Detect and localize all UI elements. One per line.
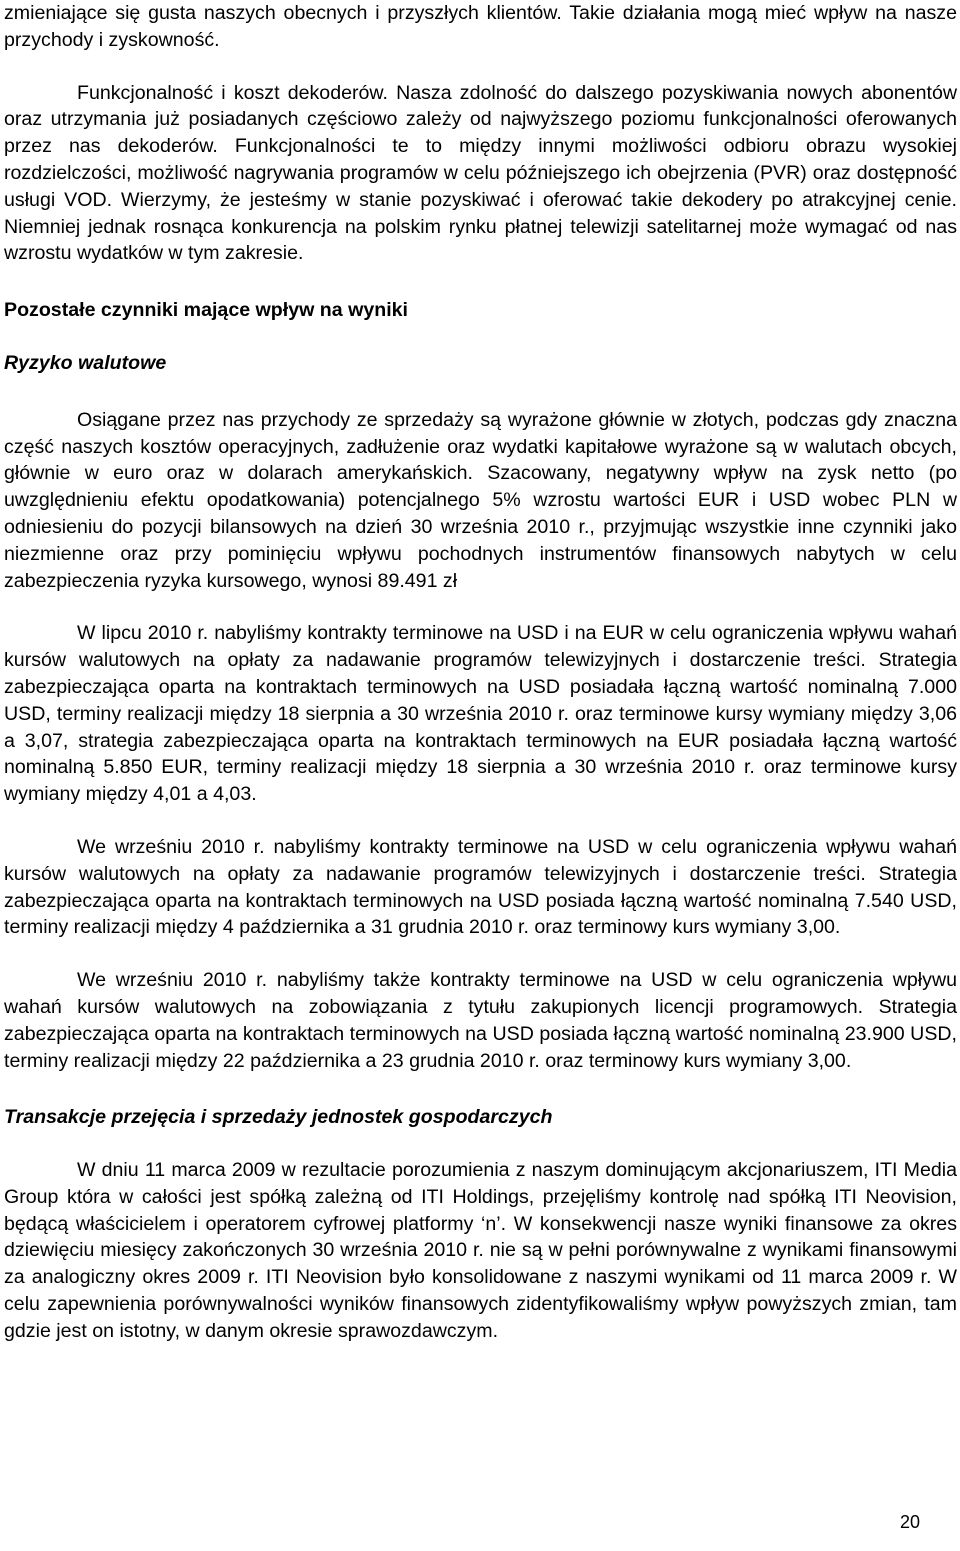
paragraph-fx-4: We wrześniu 2010 r. nabyliśmy także kontrakty terminowe na USD w celu ograniczenia wpływu wahań kursów walutowych na zobowiązania z tytułu zakupionych licencji programowych. Strategia zabezpieczająca oparta na kontraktach terminowych na USD posiada łączną wartość nominalną 23.900 USD, terminy realizacji między 22 października a 23 grudnia 2010 r. oraz terminowy kurs wymiany 3,00. — [4, 969, 957, 1072]
paragraph-fx-2: W lipcu 2010 r. nabyliśmy kontrakty terminowe na USD i na EUR w celu ograniczenia wpływu wahań kursów walutowych na opłaty za nadawanie programów telewizyjnych i dostarczenie treści. Strategia zabezpieczająca oparta na kontraktach terminowych na USD posiadała łączną wartość nominalną 7.000 USD, terminy realizacji między 18 sierpnia a 30 września 2010 r. oraz terminowe kursy wymiany między 3,06 a 3,07, strategia zabezpieczająca oparta na kontraktach terminowych na EUR posiadała łączną wartość nominalną 5.850 EUR, terminy realizacji między 18 sierpnia a 30 września 2010 r. oraz terminowe kursy wymiany między 4,01 a 4,03. — [4, 622, 957, 806]
paragraph-intro-tail: zmieniające się gusta naszych obecnych i przyszłych klientów. Takie działania mogą mieć wpływ na nasze przychody i zyskowność. — [4, 2, 957, 51]
paragraph-decoders: Funkcjonalność i koszt dekoderów. Nasza zdolność do dalszego pozyskiwania nowych abonentów oraz utrzymania już posiadanych częściowo zależy od najwyższego poziomu funkcjonalności oferowanych przez nas dekoderów. Funkcjonalności te to między innymi możliwości odbioru obrazu wysokiej rozdzielczości, możliwość nagrywania programów w celu późniejszego ich obejrzenia (PVR) oraz dostępność usługi VOD. Wierzymy, że jesteśmy w stanie pozyskiwać i oferować takie dekodery po atrakcyjnej cenie. Niemniej jednak rosnąca konkurencja na polskim rynku płatnej telewizji satelitarnej może wymagać od nas wzrostu wydatków w tym zakresie. — [4, 81, 957, 265]
page-number: 20 — [899, 1512, 920, 1532]
document-page — [4, 0, 957, 1345]
paragraph-fx-3: We wrześniu 2010 r. nabyliśmy kontrakty terminowe na USD w celu ograniczenia wpływu wahań kursów walutowych na opłaty za nadawanie programów telewizyjnych i dostarczenie treści. Strategia zabezpieczająca oparta na kontraktach terminowych na USD posiada łączną wartość nominalną 7.540 USD, terminy realizacji między 4 października a 31 grudnia 2010 r. oraz terminowy kurs wymiany 3,00. — [4, 835, 957, 939]
paragraph-fx-1: Osiągane przez nas przychody ze sprzedaży są wyrażone głównie w złotych, podczas gdy znaczna część naszych kosztów operacyjnych, zadłużenie oraz wydatki kapitałowe wyrażone są w walutach obcych, głównie w euro oraz w dolarach amerykańskich. Szacowany, negatywny wpływ na zysk netto (po uwzględnieniu efektu opodatkowania) potencjalnego 5% wzrostu wartości EUR i USD wobec PLN w odniesieniu do pozycji bilansowych na dzień 30 września 2010 r., przyjmując wszystkie inne czynniki jako niezmienne oraz przy pominięciu wpływu pochodnych instrumentów finansowych nabytych w celu zabezpieczenia ryzyka kursowego, wynosi 89.491 zł — [4, 408, 957, 592]
heading-other-factors: Pozostałe czynniki mające wpływ na wyniki — [4, 299, 408, 322]
paragraph-transactions-1: W dniu 11 marca 2009 w rezultacie porozumienia z naszym dominującym akcjonariuszem, ITI Media Group która w całości jest spółką zależną od ITI Holdings, przejęliśmy kontrolę nad spółką ITI Neovision, będącą właścicielem i operatorem cyfrowej platformy ‘n’. W konsekwencji nasze wyniki finansowe za okres dziewięciu miesięcy zakończonych 30 września 2010 r. nie są w pełni porównywalne z wynikami finansowymi za analogiczny okres 2009 r. ITI Neovision było konsolidowane z naszymi wynikami od 11 marca 2009 r. W celu zapewnienia porównywalności wyników finansowych zidentyfikowaliśmy wpływ powyższych zmian, tam gdzie jest on istotny, w danym okresie sprawozdawczym. — [4, 1159, 957, 1342]
heading-fx-risk: Ryzyko walutowe — [4, 351, 167, 374]
heading-transactions: Transakcje przejęcia i sprzedaży jednostek gospodarczych — [4, 1106, 553, 1129]
